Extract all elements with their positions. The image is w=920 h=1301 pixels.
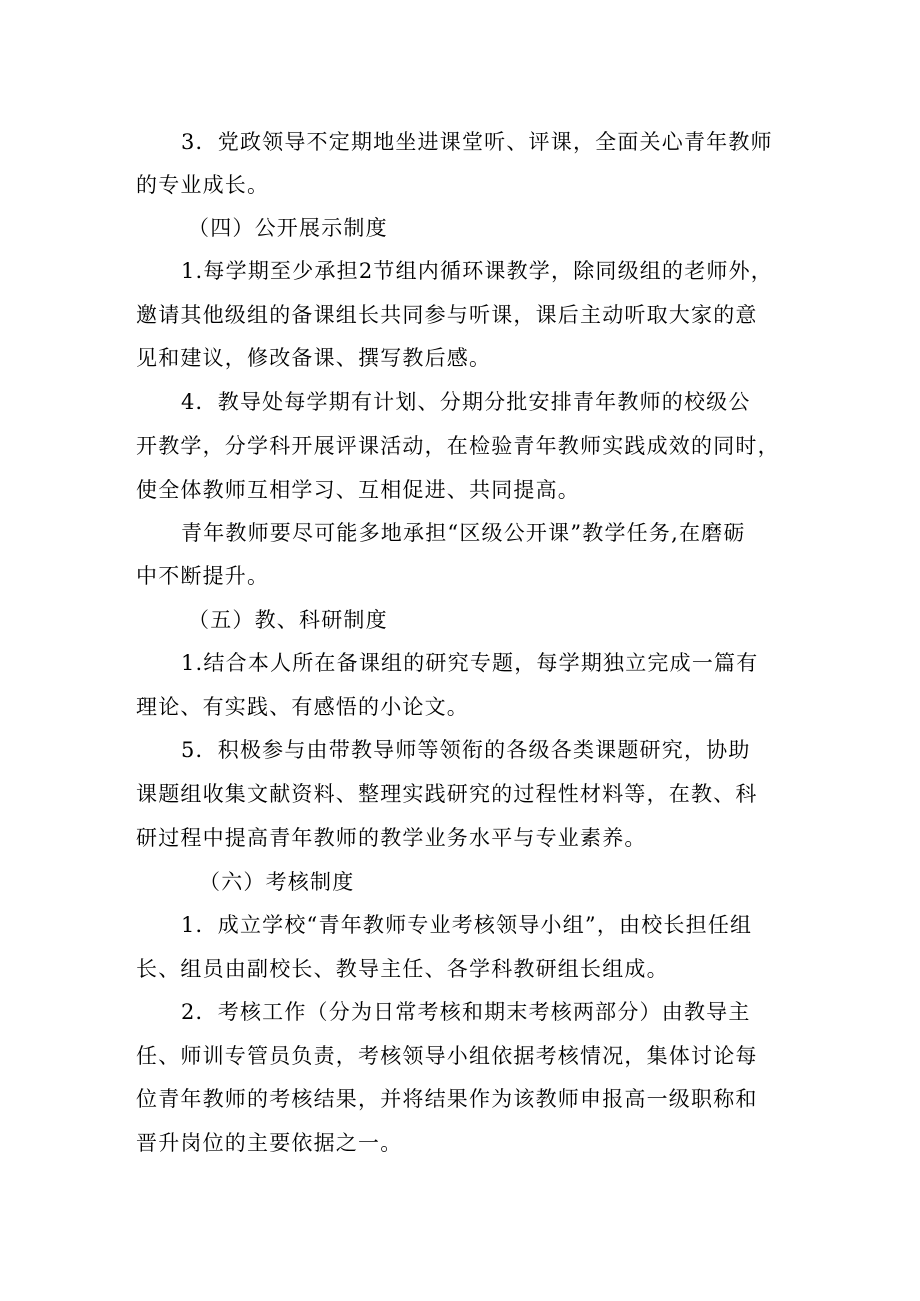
section-heading: （五）教、科研制度: [188, 608, 388, 632]
text-line: 课题组收集文献资料、整理实践研究的过程性材料等，在教、科: [136, 782, 758, 806]
text-line: 青年教师要尽可能多地承担“区级公开课”教学任务,在磨砺: [181, 521, 746, 545]
text-line: 任、师训专管员负责，考核领导小组依据考核情况，集体讨论每: [136, 1044, 758, 1068]
text-line: 4．教导处每学期有计划、分期分批安排青年教师的校级公: [181, 390, 751, 414]
text-line: 位青年教师的考核结果，并将结果作为该教师申报高一级职称和: [136, 1087, 758, 1111]
text-line: 研过程中提高青年教师的教学业务水平与专业素养。: [136, 826, 647, 850]
text-line: 1.每学期至少承担2节组内循环课教学，除同级组的老师外，: [181, 259, 773, 283]
text-line: 中不断提升。: [136, 564, 270, 588]
text-line: 使全体教师互相学习、互相促进、共同提高。: [136, 478, 580, 502]
section-heading: （六）考核制度: [199, 870, 355, 894]
text-line: 2．考核工作（分为日常考核和期末考核两部分）由教导主: [181, 1000, 751, 1024]
text-line: 见和建议，修改备课、撰写教后感。: [136, 346, 492, 370]
text-line: 5．积极参与由带教导师等领衔的各级各类课题研究，协助: [181, 738, 751, 762]
section-heading: （四）公开展示制度: [188, 216, 388, 240]
text-line: 长、组员由副校长、教导主任、各学科教研组长组成。: [136, 957, 669, 981]
text-line: 晋升岗位的主要依据之一。: [136, 1131, 403, 1155]
text-line: 3．党政领导不定期地坐进课堂听、评课，全面关心青年教师: [181, 130, 773, 154]
text-line: 1．成立学校“青年教师专业考核领导小组”，由校长担任组: [181, 913, 753, 937]
text-line: 开教学，分学科开展评课活动，在检验青年教师实践成效的同时，: [136, 434, 780, 458]
text-line: 邀请其他级组的备课组长共同参与听课，课后主动听取大家的意: [136, 303, 758, 327]
text-line: 的专业成长。: [136, 173, 270, 197]
text-line: 理论、有实践、有感悟的小论文。: [136, 695, 469, 719]
text-line: 1.结合本人所在备课组的研究专题，每学期独立完成一篇有: [181, 651, 759, 675]
